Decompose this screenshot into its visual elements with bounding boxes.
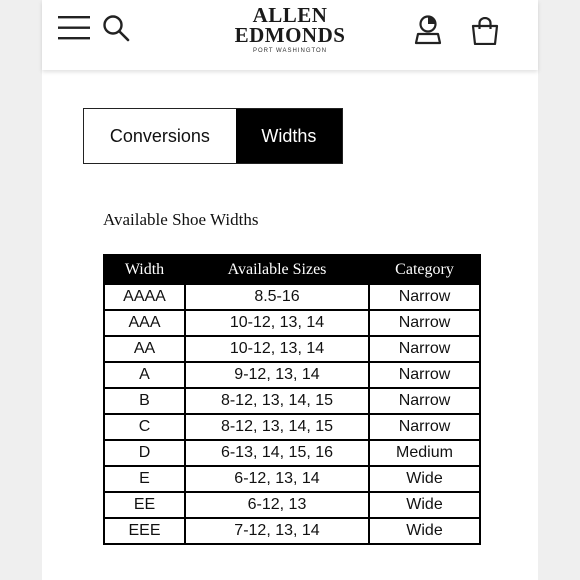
cell-width: C xyxy=(104,414,185,440)
table-row xyxy=(104,440,480,466)
table-row xyxy=(104,492,480,518)
cell-sizes: 6-12, 13 xyxy=(185,492,369,518)
tab-widths[interactable]: Widths xyxy=(236,109,342,163)
tab-conversions[interactable]: Conversions xyxy=(84,109,236,163)
cell-width: AAAA xyxy=(104,284,185,310)
cell-width: EEE xyxy=(104,518,185,544)
section-title: Available Shoe Widths xyxy=(103,210,259,229)
bag-icon[interactable] xyxy=(470,17,500,45)
cell-sizes: 10-12, 13, 14 xyxy=(185,310,369,336)
cell-sizes: 6-13, 14, 15, 16 xyxy=(185,440,369,466)
cell-category: Narrow xyxy=(369,362,480,388)
table-row xyxy=(104,466,480,492)
search-icon[interactable] xyxy=(102,14,130,42)
cell-width: AA xyxy=(104,336,185,362)
logo-line-1: ALLEN xyxy=(252,3,328,27)
table-row xyxy=(104,310,480,336)
table-row xyxy=(104,362,480,388)
cell-category: Wide xyxy=(369,518,480,544)
cell-category: Narrow xyxy=(369,414,480,440)
site-header xyxy=(42,0,538,70)
shoe-widths-table xyxy=(103,254,481,545)
table-row xyxy=(104,284,480,310)
cell-sizes: 8-12, 13, 14, 15 xyxy=(185,414,369,440)
cell-width: D xyxy=(104,440,185,466)
cell-category: Narrow xyxy=(369,336,480,362)
cell-category: Narrow xyxy=(369,388,480,414)
account-icon[interactable] xyxy=(414,15,442,45)
cell-category: Medium xyxy=(369,440,480,466)
cell-sizes: 9-12, 13, 14 xyxy=(185,362,369,388)
column-header-category: Category xyxy=(369,255,480,284)
cell-width: A xyxy=(104,362,185,388)
cell-sizes: 8-12, 13, 14, 15 xyxy=(185,388,369,414)
cell-sizes: 8.5-16 xyxy=(185,284,369,310)
cell-width: AAA xyxy=(104,310,185,336)
cell-category: Narrow xyxy=(369,284,480,310)
logo-line-2: EDMONDS xyxy=(234,23,346,47)
brand-logo[interactable] xyxy=(220,2,360,54)
logo-tagline: PORT WASHINGTON xyxy=(252,48,328,54)
table-row xyxy=(104,388,480,414)
table-row xyxy=(104,518,480,544)
column-header-sizes: Available Sizes xyxy=(185,255,369,284)
cell-width: EE xyxy=(104,492,185,518)
cell-width: B xyxy=(104,388,185,414)
size-tabs xyxy=(83,108,343,164)
column-header-width: Width xyxy=(104,255,185,284)
cell-sizes: 10-12, 13, 14 xyxy=(185,336,369,362)
page xyxy=(42,0,538,580)
cell-width: E xyxy=(104,466,185,492)
menu-icon[interactable] xyxy=(58,15,92,41)
table-header-row xyxy=(104,255,480,284)
table-row xyxy=(104,414,480,440)
cell-sizes: 6-12, 13, 14 xyxy=(185,466,369,492)
cell-sizes: 7-12, 13, 14 xyxy=(185,518,369,544)
cell-category: Narrow xyxy=(369,310,480,336)
cell-category: Wide xyxy=(369,466,480,492)
table-row xyxy=(104,336,480,362)
cell-category: Wide xyxy=(369,492,480,518)
